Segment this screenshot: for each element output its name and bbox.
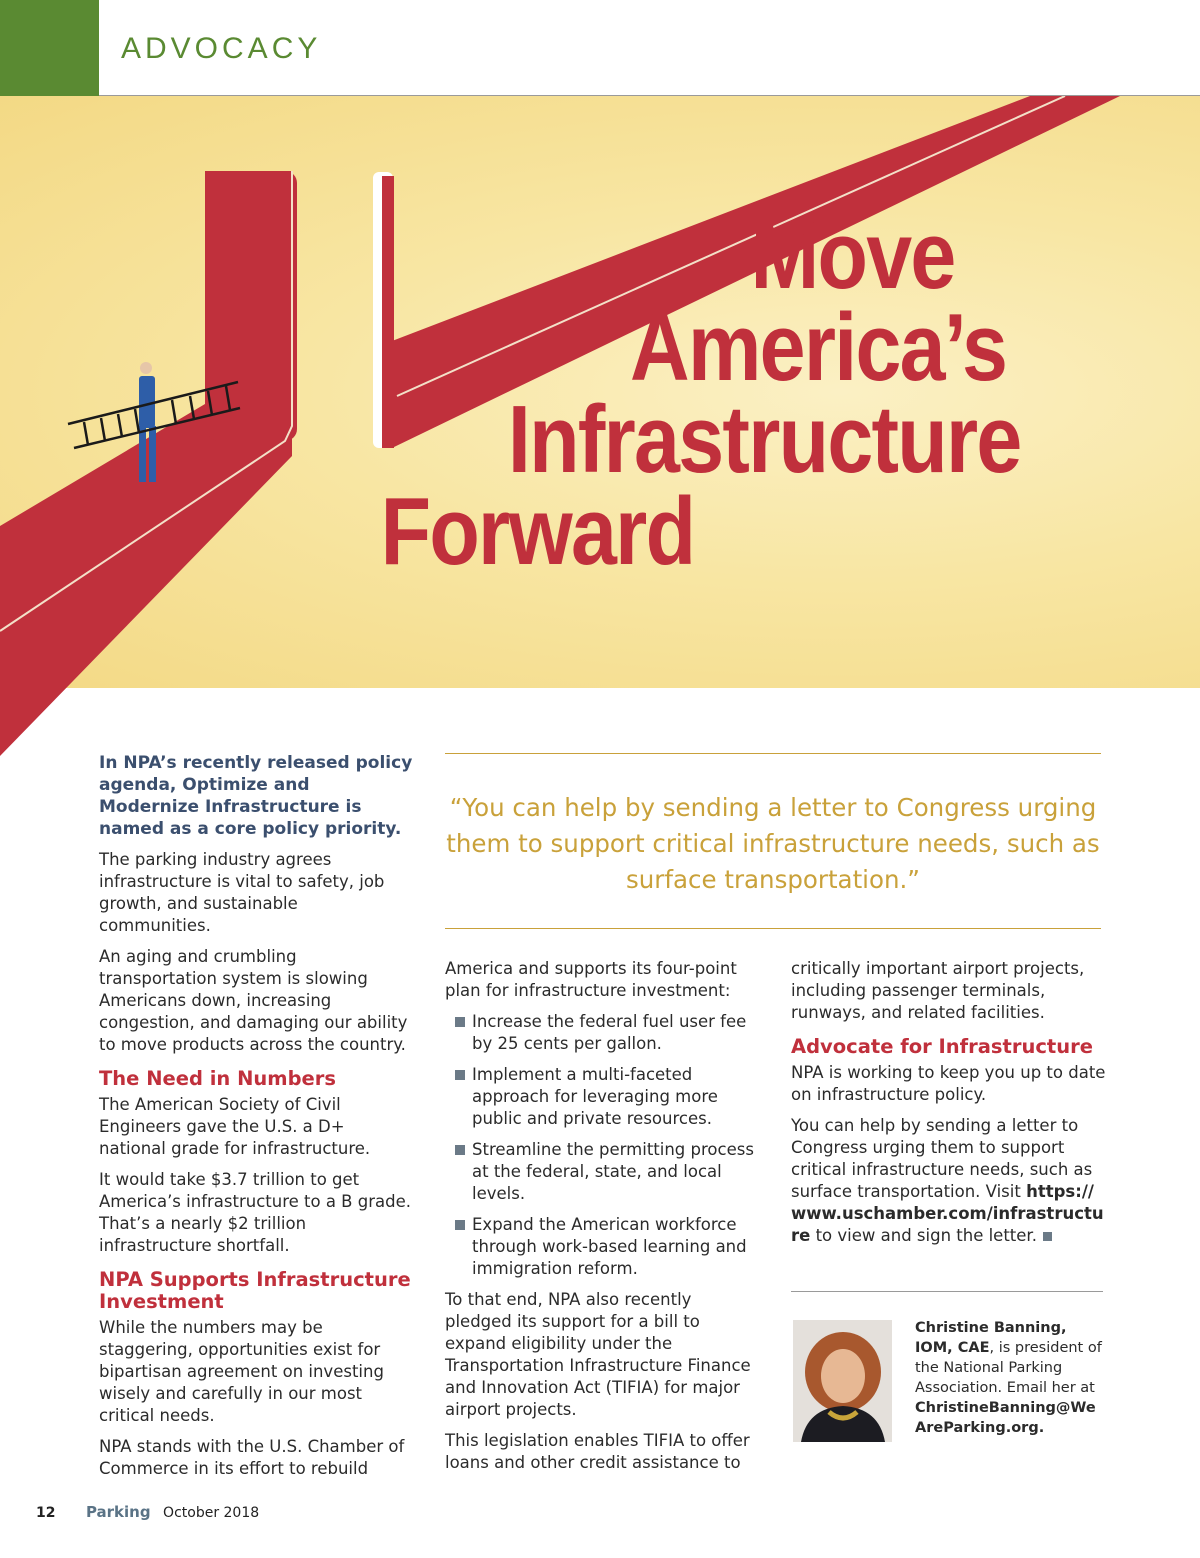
body-paragraph: An aging and crumbling transportation system is slowing Americans down, increasing congestion, and damaging our ability to move products across the country. — [99, 947, 408, 1054]
square-bullet-icon — [455, 1145, 465, 1155]
list-item: Expand the American workforce through work-based learning and immigration reform. — [445, 1214, 760, 1280]
magazine-name: Parking — [85, 1503, 151, 1521]
call-to-action-paragraph: You can help by sending a letter to Congress urging them to support critical infrastructure needs, such as surface transportation. Visit https://www.uschamber.com/infrastructure to view and sign the letter. — [791, 1116, 1104, 1245]
headline-line-1: Move — [750, 202, 955, 309]
author-bio: Christine Banning, IOM, CAE, is president of the National Parking Association. Email her at ChristineBanning@WeAreParking.org. — [915, 1320, 1102, 1436]
subhead-npa-supports: NPA Supports Infrastructure Investment — [99, 1268, 411, 1313]
body-paragraph: While the numbers may be staggering, opportunities exist for bipartisan agreement on investing wisely and carefully in our most critical needs. — [99, 1318, 384, 1425]
author-email[interactable]: ChristineBanning@WeAreParking.org — [915, 1400, 1096, 1436]
subhead-need-in-numbers: The Need in Numbers — [99, 1067, 336, 1090]
list-item: Increase the federal fuel user fee by 25 cents per gallon. — [445, 1011, 760, 1055]
author-portrait — [793, 1320, 892, 1442]
square-bullet-icon — [455, 1070, 465, 1080]
square-bullet-icon — [455, 1220, 465, 1230]
uschamber-link[interactable]: https://www.uschamber.com/infrastructure — [791, 1182, 1104, 1245]
infrastructure-plan-list — [445, 1011, 760, 1280]
bio-divider — [791, 1291, 1103, 1292]
body-paragraph: NPA stands with the U.S. Chamber of Commerce in its effort to rebuild — [99, 1437, 405, 1478]
lead-paragraph: In NPA’s recently released policy agenda, Optimize and Modernize Infrastructure is named as a core policy priority. — [99, 753, 413, 839]
end-square-icon — [1043, 1232, 1052, 1241]
column-3 — [791, 958, 1106, 1256]
body-paragraph: NPA is working to keep you up to date on infrastructure policy. — [791, 1063, 1106, 1104]
page-footer — [36, 1503, 259, 1521]
headline-line-2: America’s — [630, 294, 1007, 401]
headline-line-3: Infrastructure — [507, 386, 1021, 493]
body-paragraph: America and supports its four-point plan for infrastructure investment: — [445, 959, 737, 1000]
square-bullet-icon — [455, 1017, 465, 1027]
section-label: ADVOCACY — [121, 32, 322, 65]
column-2 — [445, 958, 760, 1483]
body-paragraph: The parking industry agrees infrastructure is vital to safety, job growth, and sustainable communities. — [99, 850, 385, 935]
list-item: Implement a multi-faceted approach for leveraging more public and private resources. — [445, 1064, 760, 1130]
body-paragraph: It would take $3.7 trillion to get America’s infrastructure to a B grade. That’s a nearly $2 trillion infrastructure shortfall. — [99, 1170, 411, 1255]
issue-date: October 2018 — [163, 1505, 260, 1521]
pullquote-bottom-rule — [445, 928, 1101, 929]
column-1 — [99, 752, 414, 1489]
section-color-tab — [0, 0, 99, 96]
article-headline — [360, 202, 1021, 585]
body-paragraph: critically important airport projects, including passenger terminals, runways, and related facilities. — [791, 959, 1085, 1022]
subhead-advocate: Advocate for Infrastructure — [791, 1035, 1093, 1058]
pullquote: “You can help by sending a letter to Congress urging them to support critical infrastructure needs, such as surface transportation.” — [446, 793, 1100, 894]
body-paragraph: To that end, NPA also recently pledged its support for a bill to expand eligibility under the Transportation Infrastructure Finance and Innovation Act (TIFIA) for major airport projects. — [445, 1290, 751, 1419]
body-paragraph: The American Society of Civil Engineers gave the U.S. a D+ national grade for infrastructure. — [99, 1095, 371, 1158]
headline-line-4: Forward — [380, 478, 695, 585]
author-name: Christine Banning, IOM, CAE — [915, 1320, 1067, 1356]
pullquote-top-rule — [445, 753, 1101, 754]
page-number: 12 — [36, 1505, 56, 1521]
body-paragraph: This legislation enables TIFIA to offer loans and other credit assistance to — [445, 1431, 750, 1472]
list-item: Streamline the permitting process at the federal, state, and local levels. — [445, 1139, 760, 1205]
